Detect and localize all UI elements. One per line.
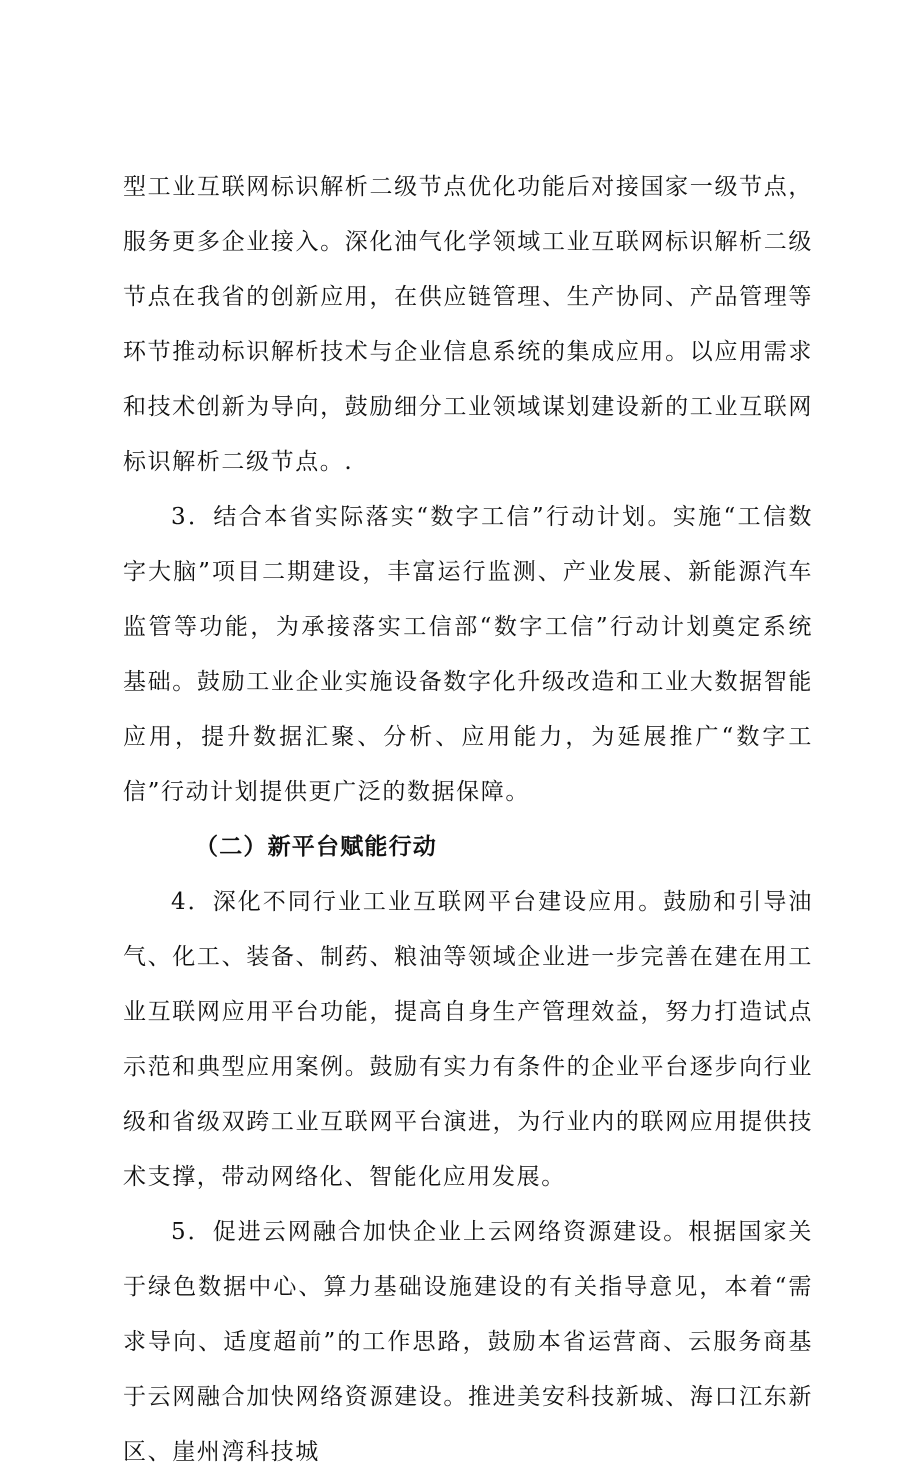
paragraph-continuation: 型工业互联网标识解析二级节点优化功能后对接国家一级节点，服务更多企业接入。深化油气化学领域工业互联网标识解析二级节点在我省的创新应用，在供应链管理、生产协同、产品管理等环节推动标识解析技术与企业信息系统的集成应用。以应用需求和技术创新为导向，鼓励细分工业领域谋划建设新的工业互联网标识解析二级节点。. xyxy=(123,174,813,475)
paragraph-item-4: 4．深化不同行业工业互联网平台建设应用。鼓励和引导油气、化工、装备、制药、粮油等领域企业进一步完善在建在用工业互联网应用平台功能，提高自身生产管理效益，努力打造试点示范和典型应用案例。鼓励有实力有条件的企业平台逐步向行业级和省级双跨工业互联网平台演进，为行业内的联网应用提供技术支撑，带动网络化、智能化应用发展。 xyxy=(123,889,813,1190)
paragraph-item-5: 5．促进云网融合加快企业上云网络资源建设。根据国家关于绿色数据中心、算力基础设施建设的有关指导意见，本着“需求导向、适度超前”的工作思路，鼓励本省运营商、云服务商基于云网融合加快网络资源建设。推进美安科技新城、海口江东新区、崖州湾科技城 xyxy=(123,1219,813,1465)
section-heading: （二）新平台赋能行动 xyxy=(195,834,437,860)
document-body xyxy=(123,160,813,1480)
paragraph-item-3: 3．结合本省实际落实“数字工信”行动计划。实施“工信数字大脑”项目二期建设，丰富运行监测、产业发展、新能源汽车监管等功能，为承接落实工信部“数字工信”行动计划奠定系统基础。鼓励工业企业实施设备数字化升级改造和工业大数据智能应用，提升数据汇聚、分析、应用能力，为延展推广“数字工信”行动计划提供更广泛的数据保障。 xyxy=(123,504,813,805)
